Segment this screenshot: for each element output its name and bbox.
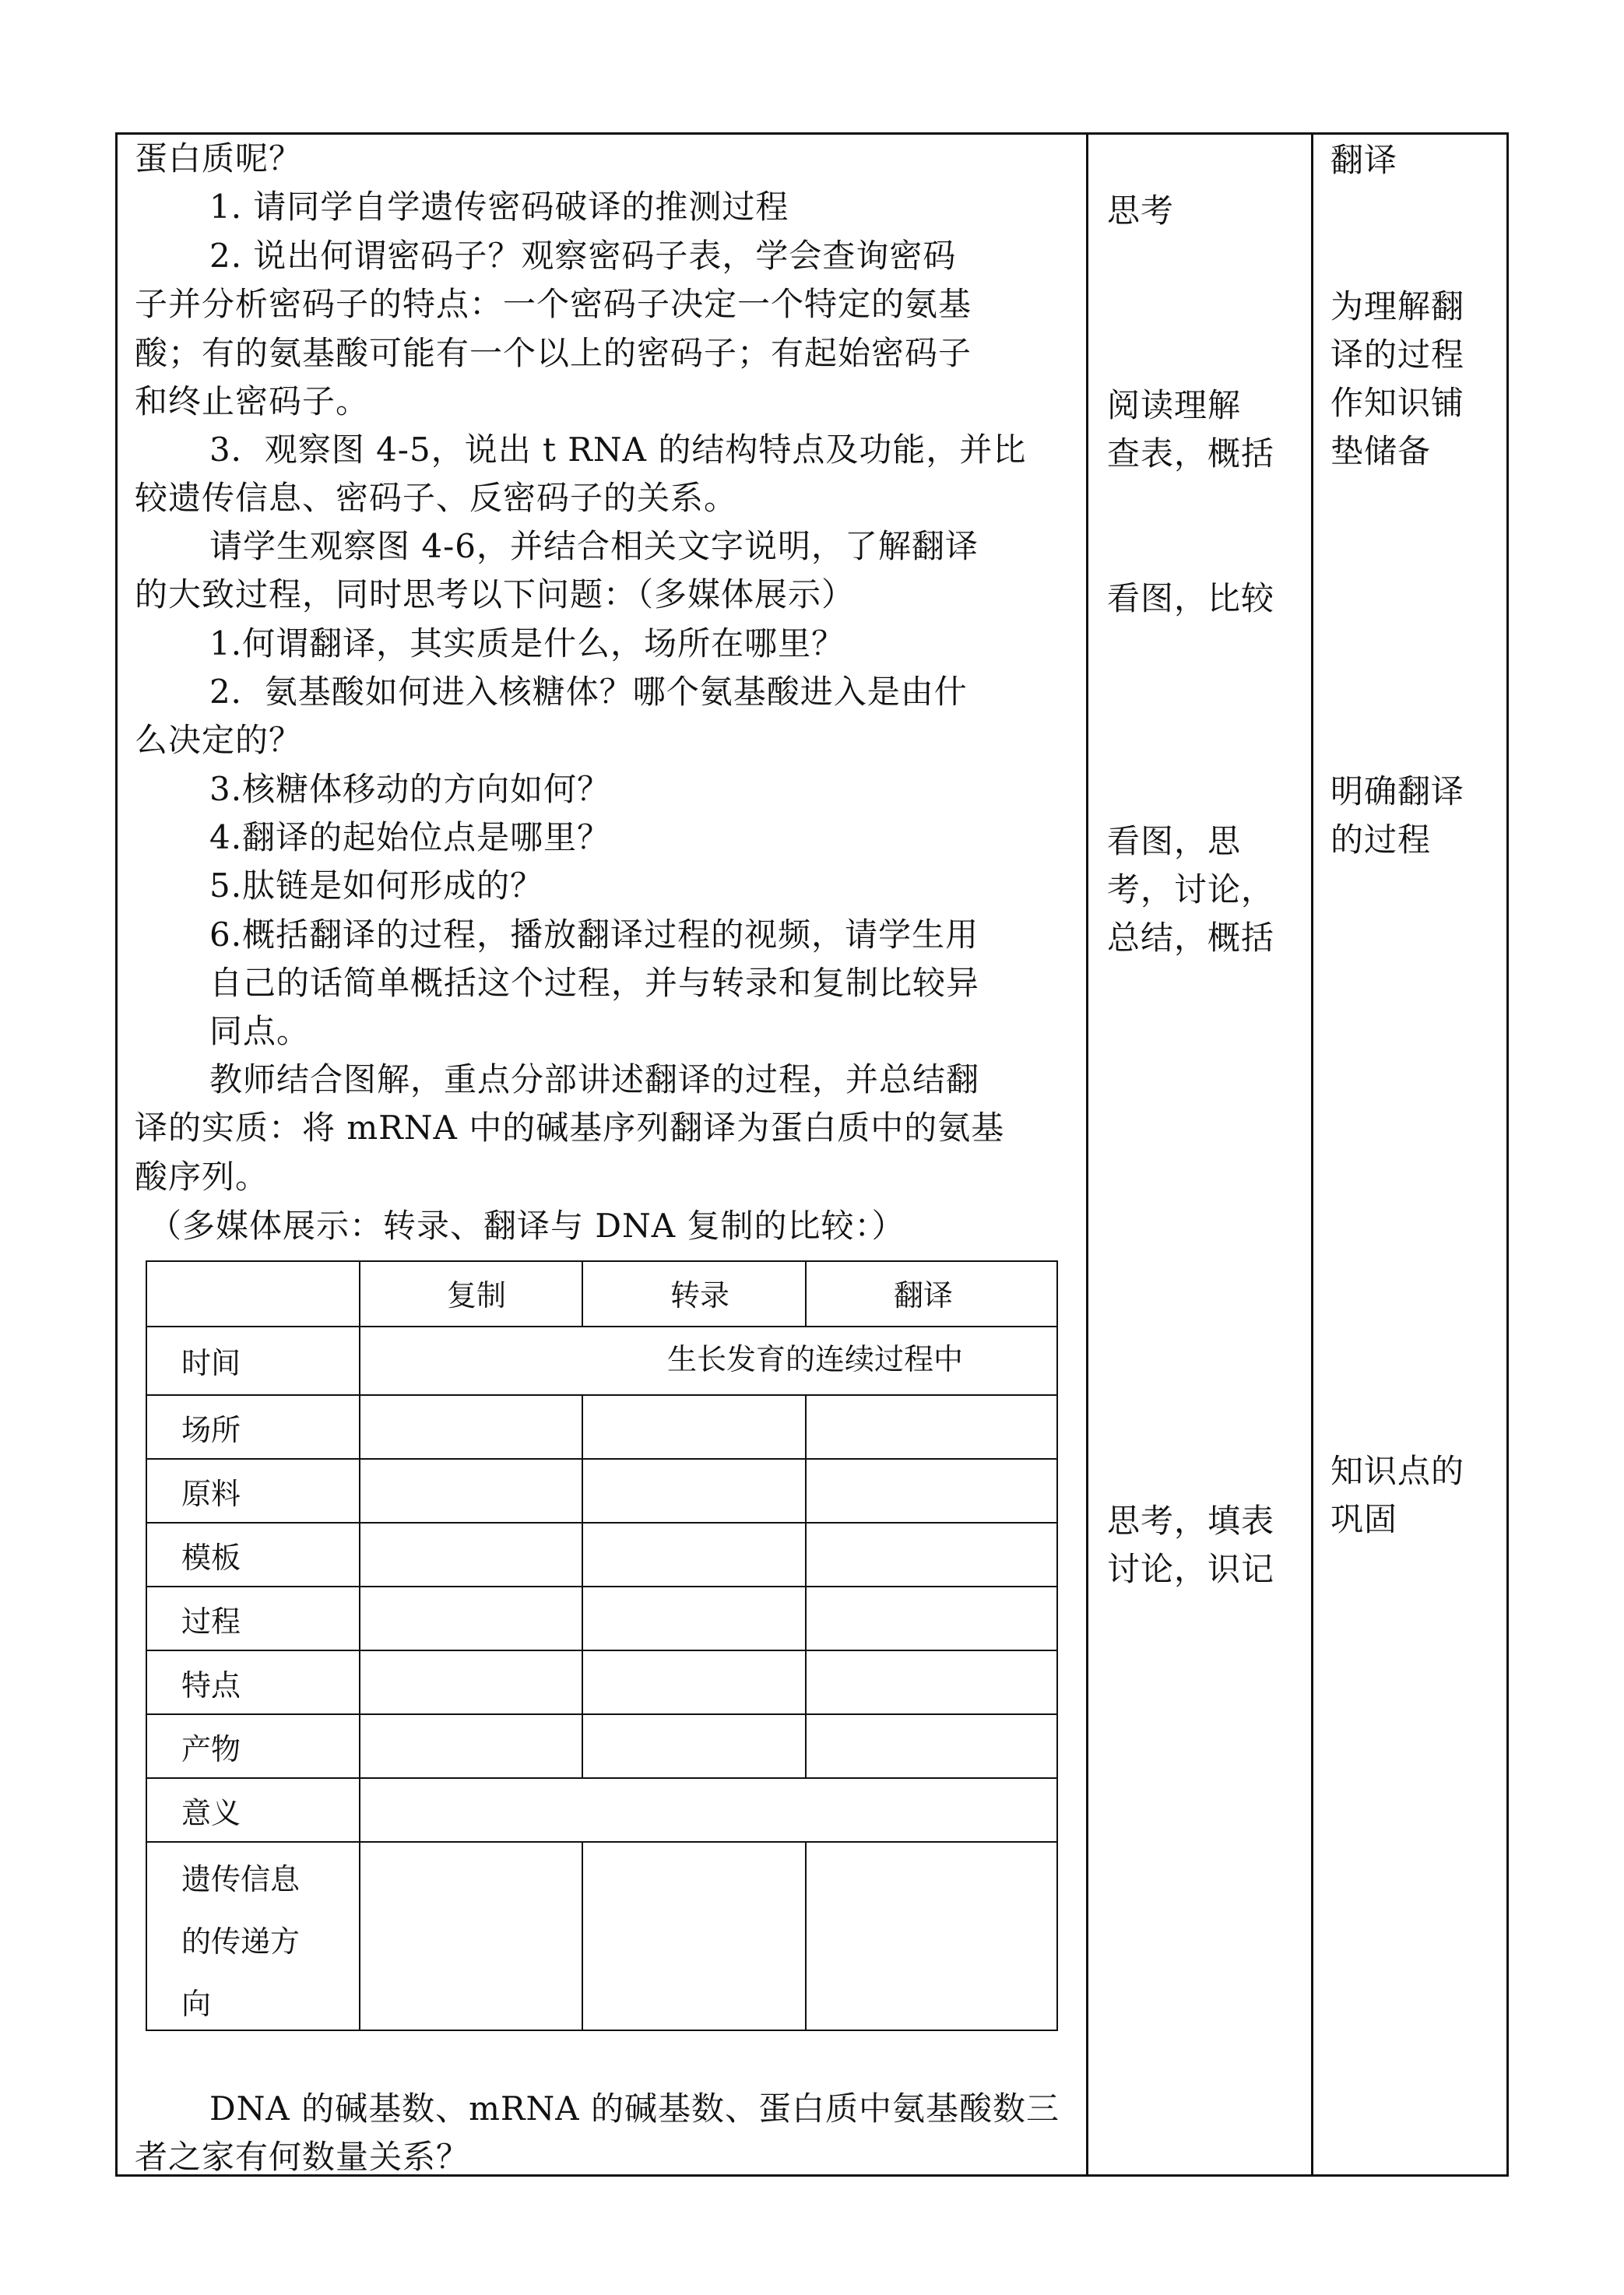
text-line: 么决定的？ [135,721,303,759]
intent-text: 作知识铺 [1330,384,1465,422]
intent-text: 为理解翻 [1330,287,1465,325]
intent-text: 巩固 [1330,1500,1398,1538]
text-line: 1.何谓翻译，其实质是什么，场所在哪里？ [209,624,845,662]
table-row-divider [147,1458,1056,1460]
table-row-label: 的传递方 [181,1924,301,1959]
text-line: 请学生观察图 4-6，并结合相关文字说明，了解翻译 [209,527,979,565]
table-col-divider [805,1841,807,2031]
text-line: 2．氨基酸如何进入核糖体？哪个氨基酸进入是由什 [209,673,968,711]
activity-text: 阅读理解 [1107,386,1242,424]
table-header: 翻译 [894,1278,954,1313]
table-row-divider [147,1394,1056,1396]
table-header: 转录 [670,1278,730,1313]
text-line: 者之家有何数量关系？ [135,2138,470,2176]
table-header: 复制 [447,1278,507,1313]
activity-text: 查表，概括 [1107,434,1275,473]
table-row-label: 遗传信息 [181,1862,301,1896]
text-line: 同点。 [209,1012,311,1050]
design-intent-column [1313,135,1508,2174]
text-line: 较遗传信息、密码子、反密码子的关系。 [135,479,738,517]
table-row-divider [147,1713,1056,1715]
text-line: 2. 说出何谓密码子？观察密码子表，学会查询密码 [209,237,957,275]
table-row-divider [147,1777,1056,1779]
activity-text: 思考 [1107,192,1175,230]
table-merged-cell: 生长发育的连续过程中 [667,1342,964,1376]
table-row-label: 特点 [181,1668,241,1703]
table-col-divider [582,1841,583,2031]
table-row-label: 过程 [181,1604,241,1639]
activity-text: 讨论，识记 [1107,1550,1275,1588]
intent-text: 垫储备 [1330,432,1432,470]
text-line: 5.肽链是如何形成的？ [209,866,544,905]
activity-text: 看图，比较 [1107,579,1275,617]
text-line: 3．观察图 4-5，说出 t RNA 的结构特点及功能，并比 [209,431,1027,469]
text-line: 4.翻译的起始位点是哪里？ [209,818,611,856]
table-col-divider [805,1262,807,1326]
table-row-label: 模板 [181,1541,241,1575]
intent-text: 翻译 [1330,141,1398,179]
text-line: 蛋白质呢？ [135,139,303,177]
table-row-label: 产物 [181,1732,241,1766]
table-col-divider [805,1394,807,1777]
text-line: 教师结合图解，重点分部讲述翻译的过程，并总结翻 [209,1060,980,1098]
activity-text: 考，讨论， [1107,870,1275,909]
teaching-content-column [118,135,1086,2174]
text-line: 1. 请同学自学遗传密码破译的推测过程 [209,188,789,226]
text-line: DNA 的碱基数、mRNA 的碱基数、蛋白质中氨基酸数三 [209,2089,1060,2128]
intent-text: 的过程 [1330,821,1432,859]
intent-text: 知识点的 [1330,1452,1465,1490]
text-line: 3.核糖体移动的方向如何？ [209,770,611,808]
table-row-divider [147,1522,1056,1524]
comparison-table [146,1260,1058,2031]
activity-text: 总结，概括 [1107,919,1275,957]
lesson-table [115,132,1509,2177]
text-line: 译的实质：将 mRNA 中的碱基序列翻译为蛋白质中的氨基 [135,1109,1005,1147]
text-line: 和终止密码子。 [135,382,370,420]
table-row-divider [147,1586,1056,1587]
table-row-divider [147,1841,1056,1843]
table-row-label: 意义 [181,1796,241,1830]
table-row-label: 场所 [181,1413,241,1447]
intent-text: 译的过程 [1330,336,1465,374]
intent-text: 明确翻译 [1330,772,1465,810]
activity-text: 思考，填表 [1107,1502,1275,1540]
table-col-divider [582,1394,583,1777]
student-activity-column [1088,135,1311,2174]
table-row-divider [147,1650,1056,1651]
table-row-label: 时间 [181,1346,241,1380]
text-line: 酸序列。 [135,1158,269,1196]
table-col-divider [359,1262,360,2031]
table-col-divider [582,1262,583,1326]
text-line: 6.概括翻译的过程，播放翻译过程的视频，请学生用 [209,916,979,954]
text-line: 酸；有的氨基酸可能有一个以上的密码子；有起始密码子 [135,334,972,372]
text-line: 的大致过程，同时思考以下问题：（多媒体展示） [135,575,856,613]
table-row-divider [147,1326,1056,1327]
text-line: 子并分析密码子的特点：一个密码子决定一个特定的氨基 [135,285,972,323]
table-row-label: 原料 [181,1477,241,1511]
table-row-label: 向 [181,1987,212,2021]
text-line: （多媒体展示：转录、翻译与 DNA 复制的比较：） [149,1207,905,1245]
activity-text: 看图，思 [1107,822,1242,860]
text-line: 自己的话简单概括这个过程，并与转录和复制比较异 [209,964,980,1002]
